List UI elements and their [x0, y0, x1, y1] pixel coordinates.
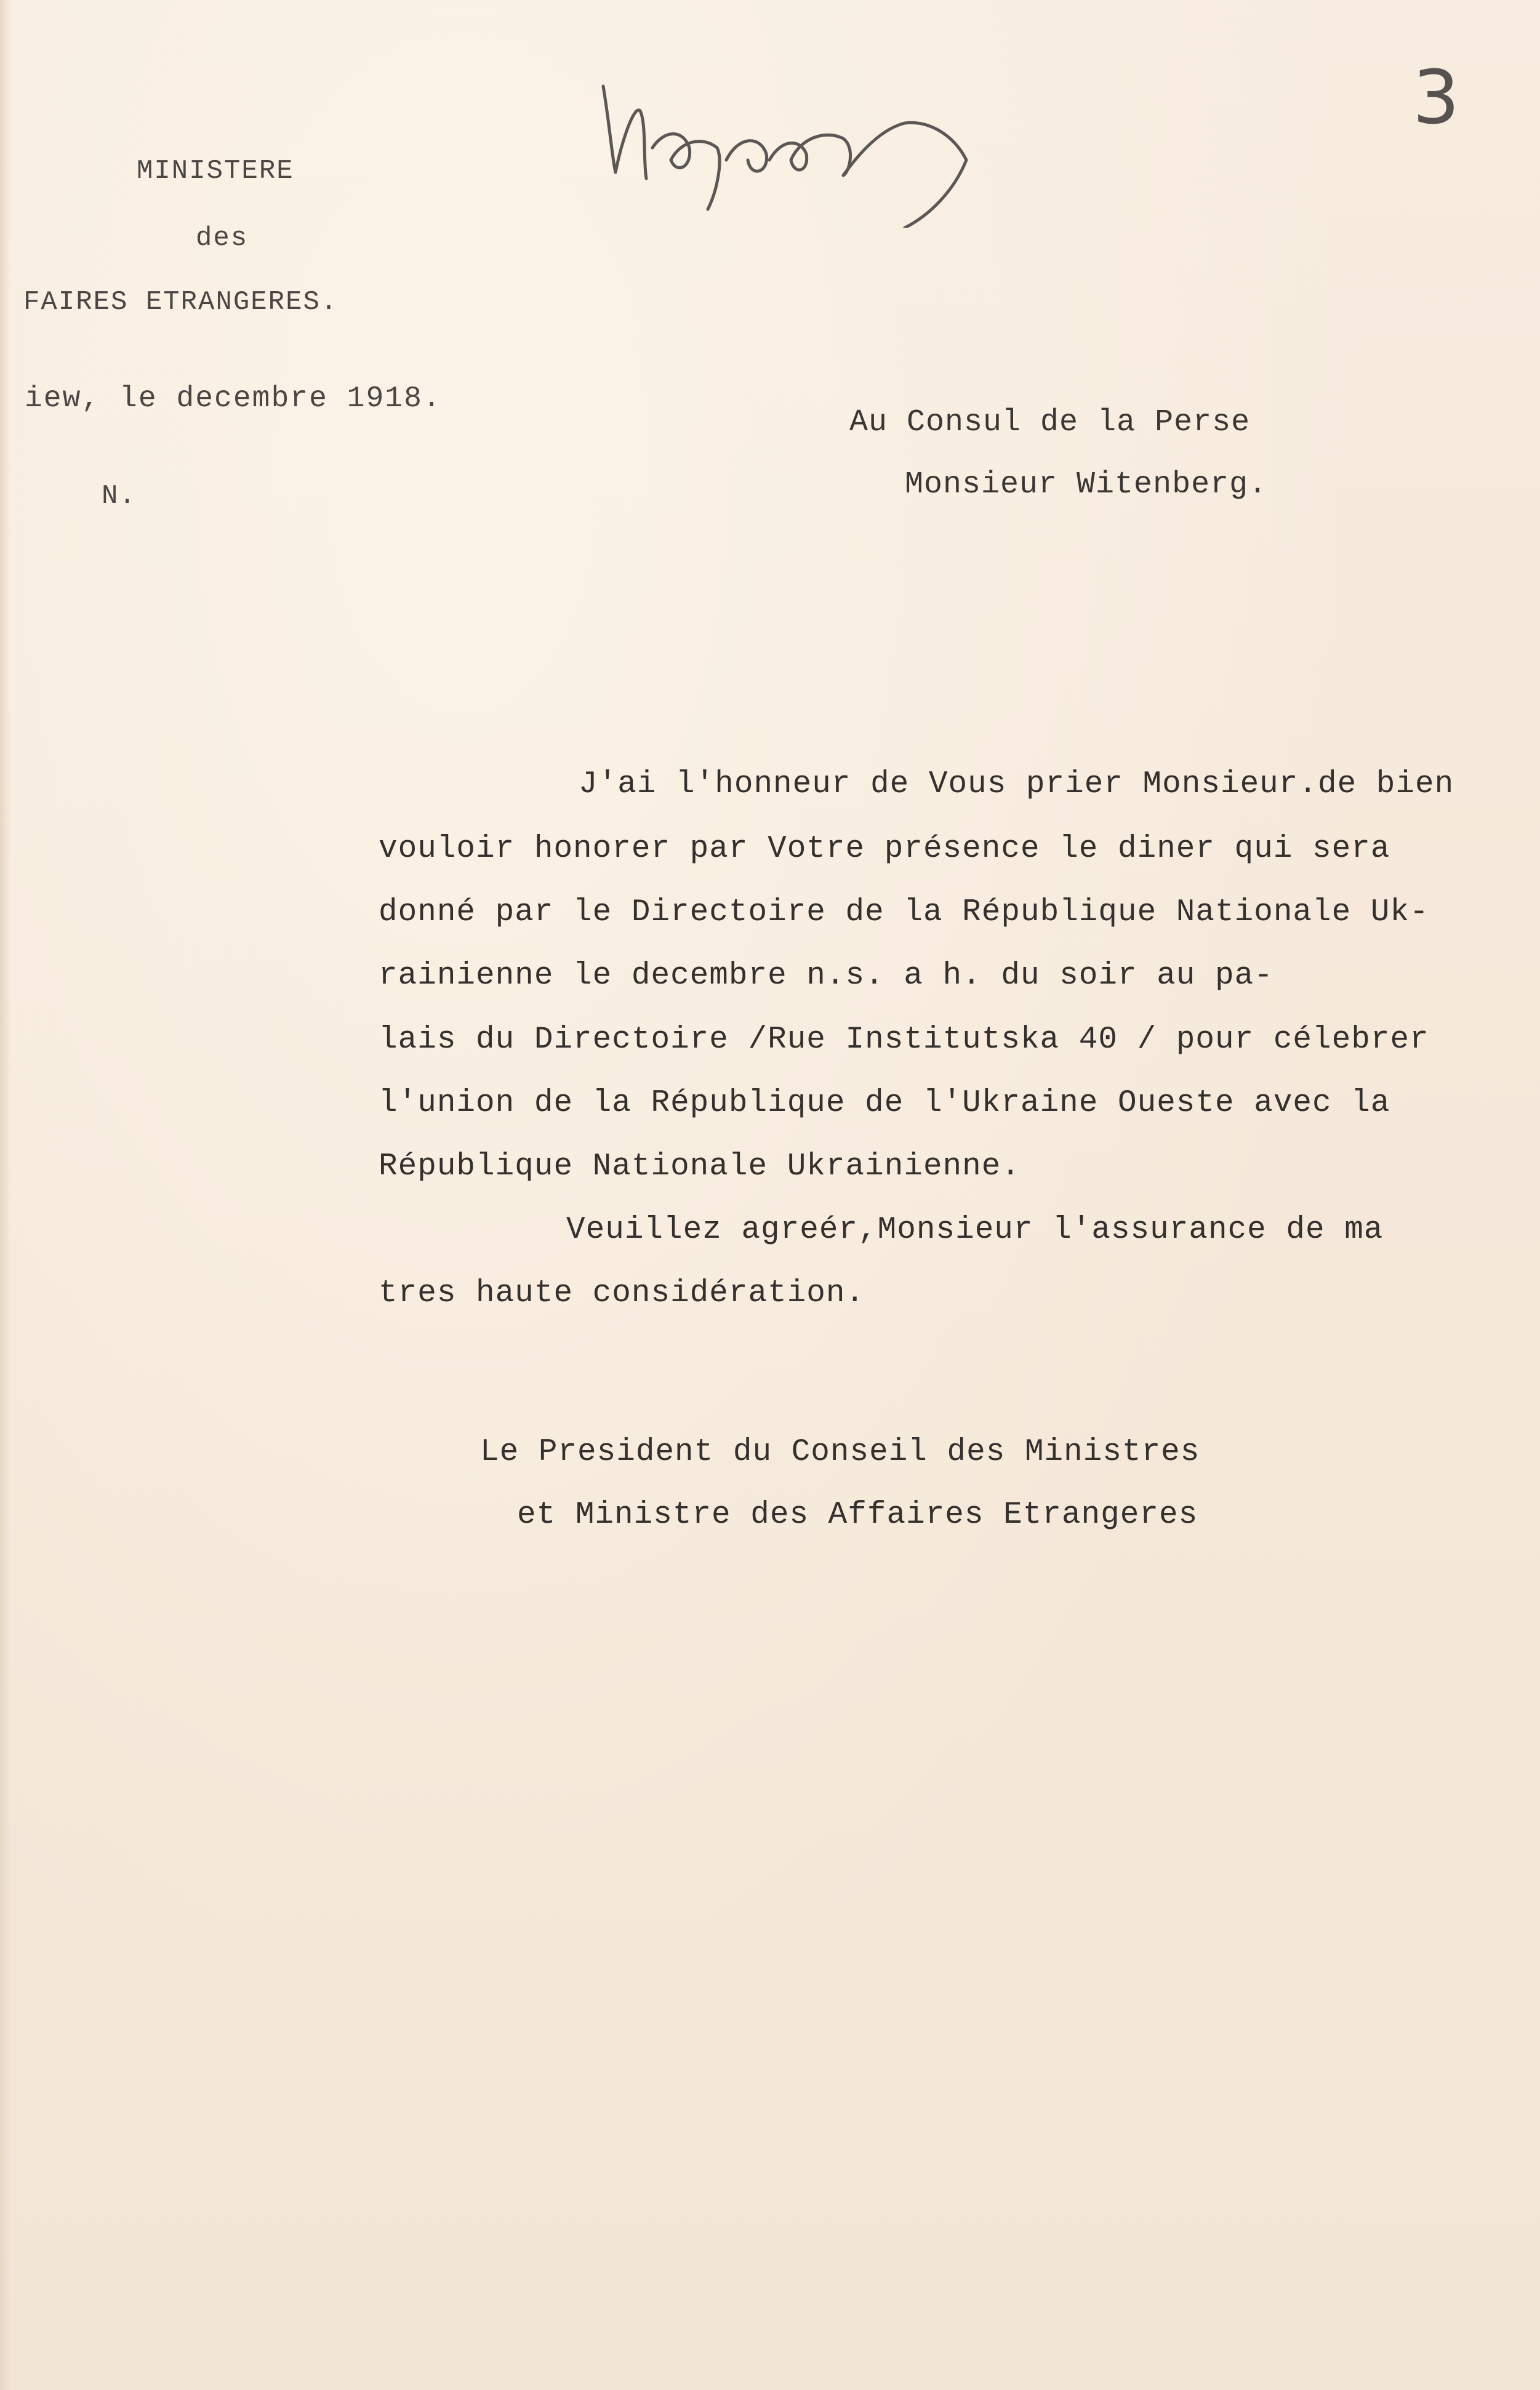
handwritten-annotation	[585, 68, 1016, 228]
letterhead-des: des	[196, 223, 249, 254]
body-line-6: l'union de la République de l'Ukraine Oueste avec la	[379, 1086, 1390, 1121]
letterhead-number: N.	[102, 481, 137, 511]
paper-edge-shadow	[0, 0, 11, 2390]
addressee-line-2: Monsieur Witenberg.	[905, 467, 1268, 502]
body-line-4: rainienne le decembre n.s. a h. du soir au pa-	[379, 958, 1273, 993]
body-line-8: Veuillez agreér,Monsieur l'assurance de ma	[566, 1213, 1384, 1248]
body-line-5: lais du Directoire /Rue Institutska 40 / pour célebrer	[379, 1022, 1429, 1057]
page-number: 3	[1413, 55, 1460, 141]
body-line-3: donné par le Directoire de la République Nationale Uk-	[379, 895, 1429, 930]
letterhead-ministry: MINISTERE	[137, 156, 294, 186]
body-line-7: République Nationale Ukrainienne.	[379, 1149, 1021, 1184]
body-line-1: J'ai l'honneur de Vous prier Monsieur.de bien	[579, 767, 1454, 802]
body-line-2: vouloir honorer par Votre présence le diner qui sera	[379, 832, 1390, 867]
letterhead-affaires: FAIRES ETRANGERES.	[23, 287, 339, 318]
body-line-9: tres haute considération.	[379, 1276, 865, 1311]
addressee-line-1: Au Consul de la Perse	[849, 405, 1251, 440]
letterhead-place-date: iew, le decembre 1918.	[25, 382, 442, 415]
signature-line-1: Le President du Conseil des Ministres	[480, 1435, 1200, 1470]
signature-line-2: et Ministre des Affaires Etrangeres	[517, 1498, 1198, 1533]
